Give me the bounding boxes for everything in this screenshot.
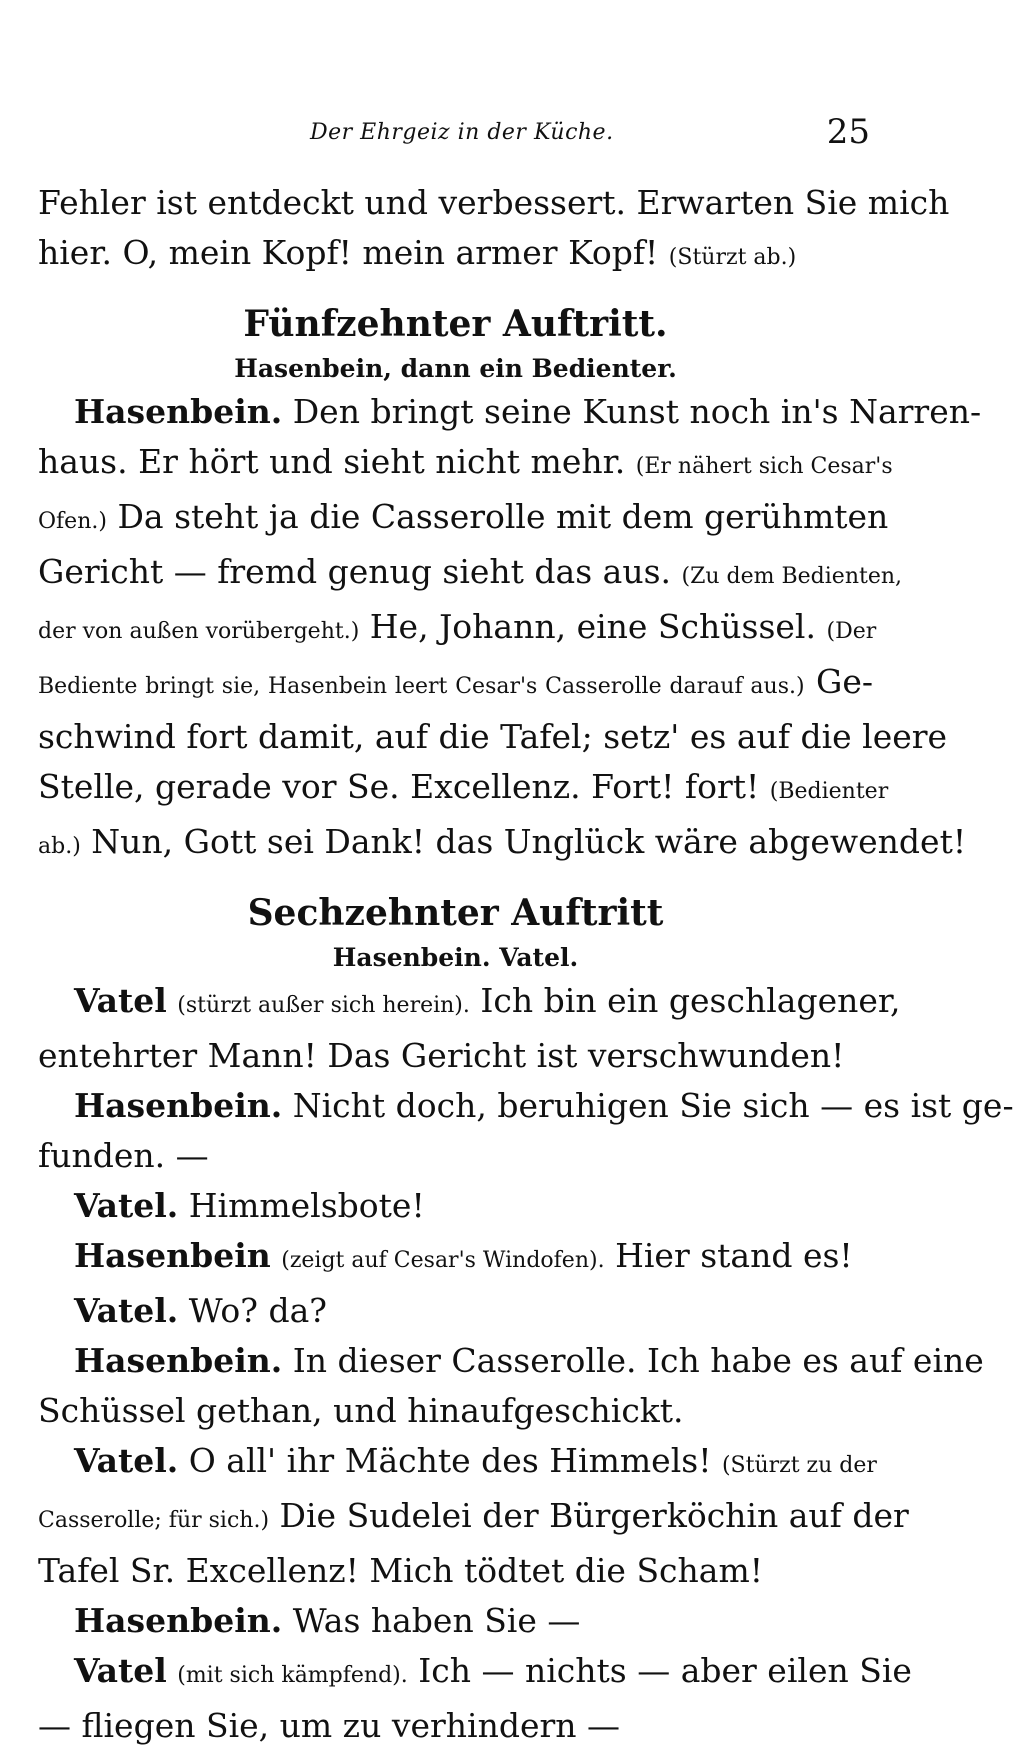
- stage-direction: (mit sich kämpfend).: [177, 1663, 408, 1688]
- text-line: [38, 1336, 984, 1386]
- text-run: Den bringt seine Kunst noch in's Narren-: [292, 392, 982, 431]
- text-run: Da steht ja die Casserolle mit dem gerühmten: [117, 497, 889, 536]
- text-line: [38, 228, 873, 283]
- text-line: [38, 1701, 873, 1751]
- speaker-name: Vatel.: [74, 1441, 179, 1480]
- text-run: funden. —: [38, 1136, 209, 1175]
- speaker-name: Vatel: [74, 981, 167, 1020]
- page-body: [38, 178, 1014, 1751]
- stage-direction: Bediente bringt sie, Hasenbein leert Cesar's Casserolle darauf aus.): [38, 674, 805, 699]
- text-line: [38, 602, 877, 657]
- text-line: [38, 387, 982, 437]
- scene-heading: Fünfzehnter Auftritt.: [243, 303, 668, 345]
- text-run: O all' ihr Mächte des Himmels!: [188, 1441, 712, 1480]
- stage-direction: (Stürzt zu der: [721, 1453, 877, 1478]
- text-line: [38, 1646, 912, 1701]
- text-run: In dieser Casserolle. Ich habe es auf eine: [292, 1341, 984, 1380]
- scene-heading: Sechzehnter Auftritt: [247, 892, 664, 934]
- text-run: Gericht — fremd genug sieht das aus.: [38, 552, 671, 591]
- page-header: [300, 112, 870, 152]
- stage-direction: (zeigt auf Cesar's Windofen).: [281, 1248, 605, 1273]
- text-line: [38, 976, 901, 1031]
- text-run: Schüssel gethan, und hinaufgeschickt.: [38, 1391, 684, 1430]
- text-run: Nicht doch, beruhigen Sie sich — es ist ge-: [292, 1086, 1014, 1125]
- text-run: haus. Er hört und sieht nicht mehr.: [38, 442, 626, 481]
- text-line: [38, 492, 889, 547]
- speaker-name: Hasenbein.: [74, 1086, 283, 1125]
- text-line: [38, 1181, 873, 1231]
- stage-direction: (Der: [826, 619, 877, 644]
- text-line: [38, 712, 948, 762]
- text-line: [38, 1131, 873, 1181]
- text-run: Was haben Sie —: [292, 1601, 581, 1640]
- stage-direction: (Zu dem Bedienten,: [681, 564, 903, 589]
- text-run: Tafel Sr. Excellenz! Mich tödtet die Scham!: [38, 1551, 764, 1590]
- text-line: [38, 178, 950, 228]
- text-line: [38, 1231, 873, 1286]
- text-line: [38, 762, 889, 817]
- stage-direction: Casserolle; für sich.): [38, 1508, 270, 1533]
- text-run: Hier stand es!: [615, 1236, 853, 1275]
- text-run: Ge-: [815, 662, 873, 701]
- speaker-name: Vatel.: [74, 1186, 179, 1225]
- text-run: Die Sudelei der Bürgerköchin auf der: [279, 1496, 909, 1535]
- text-run: Himmelsbote!: [188, 1186, 425, 1225]
- stage-direction: (stürzt außer sich herein).: [177, 993, 470, 1018]
- text-run: entehrter Mann! Das Gericht ist verschwunden!: [38, 1036, 845, 1075]
- text-line: [38, 1436, 877, 1491]
- cast-list: Hasenbein. Vatel.: [332, 943, 579, 972]
- stage-direction: (Bedienter: [769, 779, 889, 804]
- speaker-name: Vatel: [74, 1651, 167, 1690]
- text-run: He, Johann, eine Schüssel.: [369, 607, 816, 646]
- cast-list: Hasenbein, dann ein Bedienter.: [234, 354, 677, 383]
- text-run: Stelle, gerade vor Se. Excellenz. Fort! fort!: [38, 767, 760, 806]
- text-line: [38, 1286, 873, 1336]
- text-run: Ich bin ein geschlagener,: [480, 981, 901, 1020]
- text-run: Nun, Gott sei Dank! das Unglück wäre abgewendet!: [91, 822, 967, 861]
- speaker-name: Hasenbein.: [74, 392, 283, 431]
- stage-direction: (Stürzt ab.): [668, 245, 797, 270]
- stage-direction: ab.): [38, 834, 81, 859]
- text-line: [38, 1491, 909, 1546]
- text-line: [38, 657, 873, 712]
- text-line: [38, 817, 967, 872]
- stage-direction: Ofen.): [38, 509, 107, 534]
- text-line: [38, 1386, 873, 1436]
- text-run: Fehler ist entdeckt und verbessert. Erwarten Sie mich: [38, 183, 950, 222]
- speaker-name: Hasenbein: [74, 1236, 271, 1275]
- speaker-name: Hasenbein.: [74, 1601, 283, 1640]
- text-line: [38, 437, 893, 492]
- text-run: Wo? da?: [188, 1291, 327, 1330]
- page-number: 25: [826, 112, 870, 152]
- text-line: [38, 1596, 873, 1646]
- running-head: Der Ehrgeiz in der Küche.: [310, 120, 614, 145]
- stage-direction: der von außen vorübergeht.): [38, 619, 360, 644]
- text-line: [38, 1081, 1014, 1131]
- text-line: [38, 1546, 873, 1596]
- text-run: — fliegen Sie, um zu verhindern —: [38, 1706, 620, 1745]
- text-line: [38, 1031, 873, 1081]
- stage-direction: (Er nähert sich Cesar's: [635, 454, 893, 479]
- text-run: schwind fort damit, auf die Tafel; setz' es auf die leere: [38, 717, 948, 756]
- speaker-name: Vatel.: [74, 1291, 179, 1330]
- speaker-name: Hasenbein.: [74, 1341, 283, 1380]
- text-line: [38, 547, 903, 602]
- text-run: Ich — nichts — aber eilen Sie: [418, 1651, 912, 1690]
- text-run: hier. O, mein Kopf! mein armer Kopf!: [38, 233, 659, 272]
